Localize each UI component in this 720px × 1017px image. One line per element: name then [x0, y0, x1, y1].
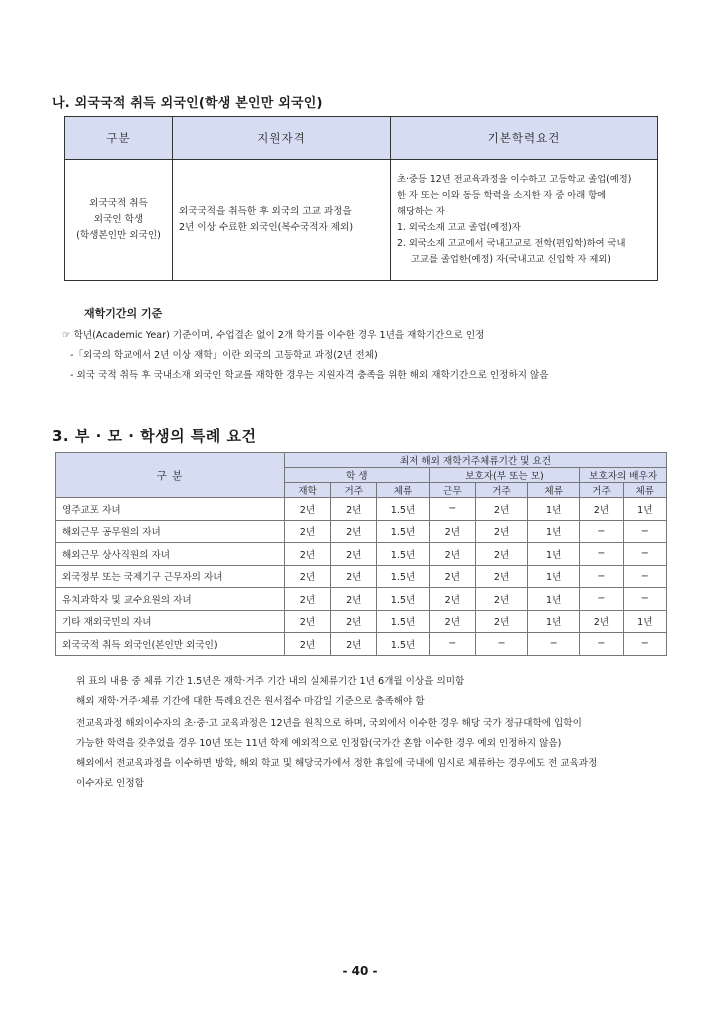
table-cell: 1년 [623, 498, 666, 521]
row-category: 해외근무 상사직원의 자녀 [56, 543, 285, 566]
table-cell: 2년 [475, 588, 527, 611]
requirement-line: 해당하는 자 [397, 206, 445, 217]
category-line: 외국국적 취득 [89, 198, 148, 209]
category-line: (학생본인만 외국인) [76, 230, 161, 241]
table-row [56, 543, 667, 566]
footnote-line: 전교육과정 해외이수자의 초·중·고 교육과정은 12년을 원칙으로 하며, 국외에서 이수한 경우 해당 국가 정규대학에 입학이 [76, 718, 582, 729]
table-cell: − [580, 633, 623, 656]
row-category: 외국국적 취득 외국인(본인만 외국인) [56, 633, 285, 656]
table-cell: 2년 [284, 543, 330, 566]
table-cell: 2년 [429, 588, 475, 611]
table-cell: − [623, 520, 666, 543]
note-line: -「외국의 학교에서 2년 이상 재학」이란 외국의 고등학교 과정(2년 전체) [70, 350, 378, 361]
table-cell: − [580, 543, 623, 566]
table1-header-category: 구분 [65, 117, 173, 160]
requirement-line: 초·중등 12년 전교육과정을 이수하고 고등학교 졸업(예정) [397, 174, 632, 185]
table-cell: 2년 [475, 498, 527, 521]
subheader: 거주 [331, 483, 377, 498]
table-cell: 2년 [429, 565, 475, 588]
subheader: 거주 [475, 483, 527, 498]
table-cell: − [528, 633, 580, 656]
note-line: - 외국 국적 취득 후 국내소재 외국인 학교를 재학한 경우는 지원자격 충족을 위한 해외 재학기간으로 인정하지 않음 [70, 370, 549, 381]
row-category: 해외근무 공무원의 자녀 [56, 520, 285, 543]
footnote-line: 해외에서 전교육과정을 이수하면 방학, 해외 학교 및 해당국가에서 정한 휴일에 국내에 임시로 체류하는 경우에도 전 교육과정 [76, 758, 598, 769]
table1-header-requirement: 기본학력요건 [391, 117, 658, 160]
table-cell: 1년 [528, 543, 580, 566]
table-cell: 1.5년 [377, 610, 429, 633]
row-category: 유치과학자 및 교수요원의 자녀 [56, 588, 285, 611]
table-row [56, 565, 667, 588]
group-guardian: 보호자(부 또는 모) [429, 468, 580, 483]
table-cell: − [429, 633, 475, 656]
table-cell: − [580, 565, 623, 588]
footnote-line: 해외 재학·거주·체류 기간에 대한 특례요건은 원서접수 마감일 기준으로 충족해야 함 [76, 696, 425, 707]
table-cell: 2년 [475, 543, 527, 566]
subheader: 재학 [284, 483, 330, 498]
table-cell: − [429, 498, 475, 521]
table-cell: 2년 [475, 565, 527, 588]
note-line: ☞ 학년(Academic Year) 기준이며, 수업결손 없이 2개 학기를 이수한 경우 1년을 재학기간으로 인정 [62, 330, 485, 341]
table-row [56, 520, 667, 543]
requirement-line: 고교를 졸업한(예정) 자(국내고교 신입학 자 제외) [411, 254, 611, 265]
requirement-line: 한 자 또는 이와 동등 학력을 소지한 자 중 아래 항에 [397, 190, 607, 201]
qualification-line: 2년 이상 수료한 외국인(복수국적자 제외) [179, 222, 354, 233]
table-cell: 1.5년 [377, 543, 429, 566]
footnote-line: 이수자로 인정함 [76, 778, 144, 789]
table-cell: 1년 [528, 565, 580, 588]
subheader: 체류 [623, 483, 666, 498]
table-cell: 2년 [475, 610, 527, 633]
table-cell: 2년 [284, 633, 330, 656]
table2-header-top: 최저 해외 재학거주체류기간 및 요건 [284, 453, 666, 468]
table-cell: 2년 [429, 610, 475, 633]
table1-category-cell [65, 160, 173, 281]
table-row [56, 610, 667, 633]
table-cell: 1.5년 [377, 633, 429, 656]
group-student: 학 생 [284, 468, 429, 483]
table-cell: 2년 [284, 610, 330, 633]
subheader: 체류 [528, 483, 580, 498]
table1-header-qualification: 지원자격 [173, 117, 391, 160]
table-cell: 1.5년 [377, 565, 429, 588]
table-cell: 2년 [284, 588, 330, 611]
special-requirements-table [55, 452, 667, 656]
table-row [56, 633, 667, 656]
table-cell: 2년 [475, 520, 527, 543]
table-cell: 2년 [580, 498, 623, 521]
table-cell: 2년 [331, 520, 377, 543]
table-cell: 1년 [528, 520, 580, 543]
row-category: 기타 재외국민의 자녀 [56, 610, 285, 633]
table-cell: 1년 [528, 588, 580, 611]
foreign-national-table [64, 116, 658, 281]
residency-criteria-title: 재학기간의 기준 [84, 307, 163, 320]
table-cell: 2년 [331, 498, 377, 521]
section-3-title: 3. 부 · 모 · 학생의 특례 요건 [52, 427, 257, 445]
qualification-line: 외국국적을 취득한 후 외국의 고교 과정을 [179, 206, 352, 217]
table-cell: 2년 [331, 588, 377, 611]
table-cell: 2년 [429, 520, 475, 543]
table-cell: 2년 [331, 565, 377, 588]
subheader: 체류 [377, 483, 429, 498]
table-cell: 1.5년 [377, 498, 429, 521]
row-category: 외국정부 또는 국제기구 근무자의 자녀 [56, 565, 285, 588]
footnote-line: 위 표의 내용 중 체류 기간 1.5년은 재학·거주 기간 내의 실체류기간 1년 6개월 이상을 의미함 [76, 676, 465, 687]
table-row [65, 160, 658, 281]
category-line: 외국인 학생 [93, 214, 144, 225]
table-cell: − [580, 588, 623, 611]
group-guardian-spouse: 보호자의 배우자 [580, 468, 667, 483]
table-cell: 1.5년 [377, 520, 429, 543]
table-row [56, 588, 667, 611]
subheader: 근무 [429, 483, 475, 498]
table-cell: 2년 [284, 498, 330, 521]
table-cell: 2년 [331, 633, 377, 656]
table-cell: 2년 [580, 610, 623, 633]
table-cell: 1년 [528, 610, 580, 633]
footnote-line: 가능한 학력을 갖추었을 경우 10년 또는 11년 학제 예외적으로 인정함(국가간 혼합 이수한 경우 예외 인정하지 않음) [76, 738, 562, 749]
table-cell: − [623, 565, 666, 588]
subheader: 거주 [580, 483, 623, 498]
table-cell: 2년 [331, 610, 377, 633]
table2-header-category: 구 분 [56, 453, 285, 498]
page-number: - 40 - [342, 964, 378, 978]
table1-requirement-cell [391, 160, 658, 281]
table-cell: − [475, 633, 527, 656]
requirement-line: 2. 외국소재 고교에서 국내고교로 전학(편입학)하여 국내 [397, 238, 626, 249]
table-cell: 2년 [284, 520, 330, 543]
requirement-line: 1. 외국소재 고교 졸업(예정)자 [397, 222, 521, 233]
table1-qualification-cell [173, 160, 391, 281]
section-na-title: 나. 외국국적 취득 외국인(학생 본인만 외국인) [52, 96, 323, 111]
table-cell: 1년 [528, 498, 580, 521]
table-cell: − [623, 588, 666, 611]
table-cell: 1.5년 [377, 588, 429, 611]
row-category: 영주교포 자녀 [56, 498, 285, 521]
table-cell: 2년 [429, 543, 475, 566]
table-cell: 2년 [331, 543, 377, 566]
table-cell: − [623, 633, 666, 656]
table-cell: 2년 [284, 565, 330, 588]
table-cell: − [623, 543, 666, 566]
table-cell: − [580, 520, 623, 543]
table-row [56, 498, 667, 521]
table-cell: 1년 [623, 610, 666, 633]
